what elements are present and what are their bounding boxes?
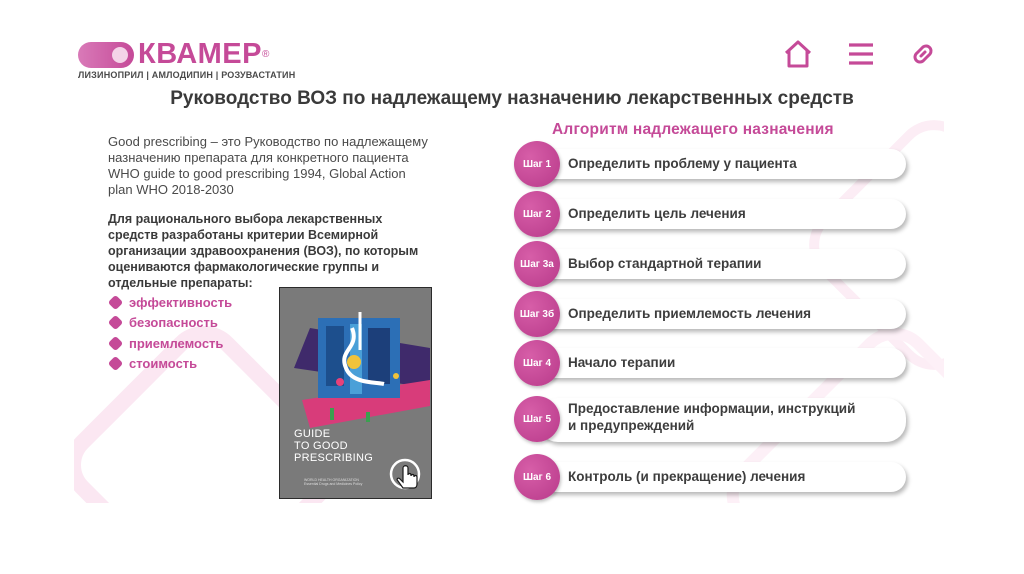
capsule-logo-icon [78, 42, 134, 68]
step-label: Выбор стандартной терапии [568, 256, 762, 271]
intro-line: WHO guide to good prescribing 1994, Global Action [108, 166, 406, 181]
criteria-item [108, 313, 232, 334]
algorithm-step [514, 189, 914, 239]
intro-line: Good prescribing – это Руководство по надлежащему [108, 134, 428, 149]
intro-line: назначению препарата для конкретного пациента [108, 150, 409, 165]
criteria-label: стоимость [129, 356, 198, 372]
brand-name: КВАМЕР [138, 38, 262, 70]
step-badge: Шаг 3б [514, 291, 560, 337]
step-label-line: и предупреждений [568, 418, 695, 433]
book-publisher-line: WORLD HEALTH ORGANIZATION [304, 478, 359, 482]
intro-text [108, 134, 488, 198]
link-icon[interactable] [907, 38, 939, 70]
criteria-item [108, 333, 232, 354]
book-publisher-line: Essential Drugs and Medicines Policy [304, 482, 363, 486]
step-label [568, 400, 913, 434]
step-label: Определить цель лечения [568, 206, 746, 221]
diamond-bullet-icon [108, 294, 124, 310]
step-badge: Шаг 5 [514, 396, 560, 442]
who-guide-book-cover[interactable] [279, 287, 432, 499]
diamond-bullet-icon [108, 356, 124, 372]
step-badge: Шаг 6 [514, 454, 560, 500]
step-label: Определить приемлемость лечения [568, 306, 812, 321]
book-title-line: PRESCRIBING [294, 452, 374, 464]
book-title-line: GUIDE [294, 428, 331, 440]
step-label-line: Предоставление информации, инструкций [568, 401, 856, 416]
diamond-bullet-icon [108, 335, 124, 351]
criteria-heading-line: отдельные препараты: [108, 276, 253, 290]
home-icon[interactable] [782, 38, 814, 70]
criteria-heading-line: оцениваются фармакологические группы и [108, 260, 380, 274]
diamond-bullet-icon [108, 315, 124, 331]
criteria-label: эффективность [129, 294, 233, 310]
book-title [294, 428, 373, 464]
criteria-heading-line: организации здравоохранения (ВОЗ), по которым [108, 244, 419, 258]
registered-mark: ® [261, 49, 270, 60]
book-title-line: TO GOOD [294, 440, 348, 452]
algorithm-step [514, 289, 914, 339]
step-badge: Шаг 4 [514, 340, 560, 386]
criteria-heading [108, 211, 448, 291]
criteria-heading-line: Для рационального выбора лекарственных [108, 212, 383, 226]
algorithm-step [514, 394, 914, 444]
criteria-item [108, 292, 232, 313]
algorithm-step [514, 452, 914, 502]
algorithm-step [514, 139, 914, 189]
book-publisher [304, 478, 374, 486]
step-label: Контроль (и прекращение) лечения [568, 469, 806, 484]
step-badge: Шаг 1 [514, 141, 560, 187]
algorithm-title: Алгоритм надлежащего назначения [552, 121, 834, 138]
step-badge: Шаг 3а [514, 241, 560, 287]
brand-tagline: ЛИЗИНОПРИЛ | АМЛОДИПИН | РОЗУВАСТАТИН [78, 70, 296, 80]
page-title: Руководство ВОЗ по надлежащему назначению лекарственных средств [170, 88, 854, 109]
criteria-label: приемлемость [129, 335, 224, 351]
tap-hand-icon[interactable] [388, 458, 424, 494]
algorithm-step [514, 239, 914, 289]
step-badge: Шаг 2 [514, 191, 560, 237]
criteria-item [108, 354, 232, 375]
criteria-heading-line: средств разработаны критерии Всемирной [108, 228, 379, 242]
step-label: Начало терапии [568, 355, 676, 370]
algorithm-step [514, 338, 914, 388]
menu-icon[interactable] [845, 38, 877, 70]
intro-line: plan WHO 2018-2030 [108, 182, 234, 197]
brand-logo [78, 38, 269, 71]
step-label: Определить проблему у пациента [568, 156, 797, 171]
criteria-label: безопасность [129, 315, 218, 331]
criteria-list [108, 292, 232, 374]
